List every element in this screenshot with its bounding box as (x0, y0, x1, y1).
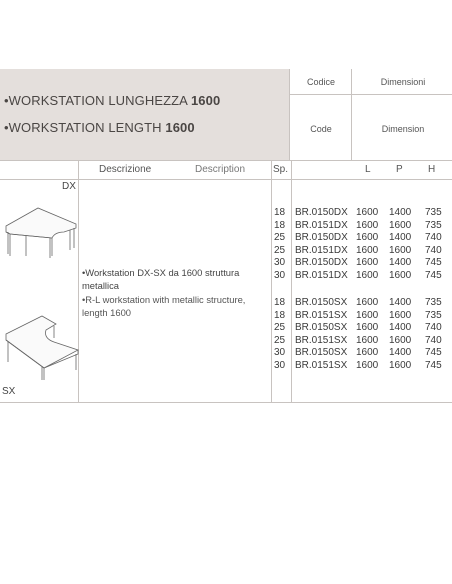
cell-h: 745 (425, 269, 442, 281)
title-english (4, 120, 195, 135)
cell-p: 1600 (389, 359, 412, 371)
cell-l: 1600 (356, 297, 379, 308)
cell-l: 1600 (356, 269, 379, 281)
cell-l: 1600 (356, 309, 379, 321)
description-italian: •Workstation DX-SX da 1600 struttura metallica (82, 267, 240, 291)
cell-sp: 18 (274, 297, 286, 308)
label-sx: SX (2, 386, 16, 397)
description-english: •R-L workstation with metallic structure, length 1600 (82, 294, 246, 318)
cell-sp: 30 (274, 359, 286, 371)
cell-sp: 30 (274, 347, 286, 358)
cell-code: BR.0150DX (295, 207, 348, 218)
cell-p: 1600 (389, 269, 412, 281)
cell-code: BR.0150DX (295, 232, 348, 243)
bullet: • (4, 120, 9, 135)
header-dimension: Dimension (381, 124, 425, 134)
cell-code: BR.0151DX (295, 219, 348, 231)
cell-l: 1600 (356, 244, 379, 256)
cell-l: 1600 (356, 334, 379, 346)
cell-l: 1600 (356, 257, 379, 268)
cell-l: 1600 (356, 359, 379, 371)
cell-sp: 25 (274, 322, 286, 333)
cell-code: BR.0150SX (295, 347, 348, 358)
title-italian (4, 93, 220, 108)
title-english-text: WORKSTATION LENGTH (8, 120, 166, 135)
cell-p: 1600 (389, 244, 412, 256)
column-sp: Sp. (273, 164, 289, 175)
cell-sp: 25 (274, 244, 286, 256)
cell-h: 740 (425, 334, 442, 346)
cell-l: 1600 (356, 347, 379, 358)
header-code: Code (310, 124, 332, 134)
header-band (0, 69, 289, 160)
cell-code: BR.0151SX (295, 334, 348, 346)
cell-p: 1600 (389, 334, 412, 346)
cell-p: 1600 (389, 219, 412, 231)
cell-sp: 25 (274, 232, 286, 243)
label-dx: DX (62, 181, 76, 192)
cell-p: 1600 (389, 309, 412, 321)
column-descrizione: Descrizione (99, 164, 152, 175)
cell-h: 745 (425, 347, 442, 358)
cell-l: 1600 (356, 322, 379, 333)
cell-p: 1400 (389, 322, 412, 333)
title-italian-text: WORKSTATION LUNGHEZZA (8, 93, 191, 108)
workstation-sx-illustration (4, 306, 80, 382)
column-l: L (365, 164, 371, 175)
cell-code: BR.0150DX (295, 257, 348, 268)
header-dimensioni: Dimensioni (380, 77, 426, 87)
cell-p: 1400 (389, 297, 412, 308)
header-codice: Codice (306, 77, 335, 87)
column-p: P (396, 164, 403, 175)
cell-l: 1600 (356, 232, 379, 243)
cell-h: 735 (425, 309, 442, 321)
cell-h: 735 (425, 207, 442, 218)
cell-h: 735 (425, 297, 442, 308)
cell-p: 1400 (389, 347, 412, 358)
cell-p: 1400 (389, 207, 412, 218)
cell-l: 1600 (356, 219, 379, 231)
column-description: Description (195, 164, 246, 175)
cell-sp: 30 (274, 257, 286, 268)
cell-sp: 18 (274, 207, 286, 218)
cell-h: 740 (425, 244, 442, 256)
title-italian-length: 1600 (190, 93, 221, 108)
title-english-length: 1600 (165, 120, 195, 135)
cell-p: 1400 (389, 257, 412, 268)
cell-p: 1400 (389, 232, 412, 243)
workstation-dx-illustration (2, 198, 78, 262)
cell-h: 745 (425, 359, 442, 371)
cell-sp: 30 (274, 269, 286, 281)
cell-code: BR.0151SX (295, 309, 348, 321)
cell-code: BR.0150SX (295, 322, 348, 333)
cell-h: 740 (425, 232, 442, 243)
cell-h: 745 (425, 257, 442, 268)
cell-h: 735 (425, 219, 442, 231)
cell-h: 740 (425, 322, 442, 333)
cell-code: BR.0151DX (295, 244, 348, 256)
cell-sp: 25 (274, 334, 286, 346)
bullet: • (4, 93, 9, 108)
cell-sp: 18 (274, 309, 286, 321)
cell-code: BR.0150SX (295, 297, 348, 308)
cell-l: 1600 (356, 207, 379, 218)
column-h: H (428, 164, 436, 175)
cell-code: BR.0151SX (295, 359, 348, 371)
cell-sp: 18 (274, 219, 286, 231)
cell-code: BR.0151DX (295, 269, 348, 281)
